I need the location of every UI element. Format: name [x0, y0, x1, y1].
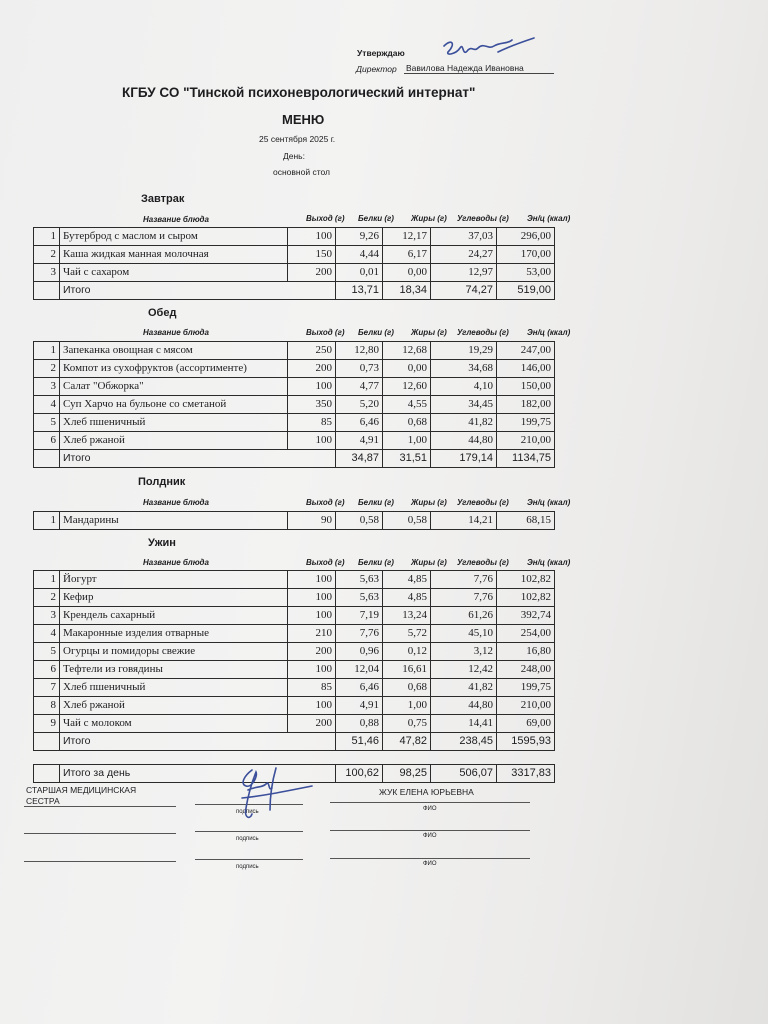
position-line	[24, 806, 176, 807]
dish-protein: 5,63	[336, 589, 383, 607]
director-name: Вавилова Надежда Ивановна	[404, 63, 554, 74]
row-number: 2	[34, 360, 60, 378]
name-line	[330, 802, 530, 803]
dish-name: Огурцы и помидоры свежие	[60, 643, 288, 661]
nurse-name: ЖУК ЕЛЕНА ЮРЬЕВНА	[379, 787, 474, 797]
col-fat-header: Жиры (г)	[411, 214, 447, 223]
dish-carbs: 7,76	[431, 571, 497, 589]
dish-carbs: 19,29	[431, 342, 497, 360]
dish-output: 100	[288, 697, 336, 715]
dish-fat: 4,85	[383, 589, 431, 607]
col-fat-header: Жиры (г)	[411, 558, 447, 567]
fio-caption: ФИО	[423, 861, 437, 867]
table-row	[34, 342, 555, 360]
day-total-energy: 3317,83	[497, 765, 555, 783]
row-number: 1	[34, 571, 60, 589]
meal-title: Полдник	[138, 476, 186, 488]
total-fat: 47,82	[383, 733, 431, 751]
total-carbs: 238,45	[431, 733, 497, 751]
dish-output: 100	[288, 607, 336, 625]
dish-energy: 16,80	[497, 643, 555, 661]
table-row	[34, 396, 555, 414]
director-label: Директор	[356, 64, 397, 74]
dish-protein: 0,73	[336, 360, 383, 378]
col-name-header: Название блюда	[143, 215, 209, 224]
dish-protein: 0,01	[336, 264, 383, 282]
fio-caption: ФИО	[423, 806, 437, 812]
table-row	[34, 512, 555, 530]
day-total-fat: 98,25	[383, 765, 431, 783]
signature-caption: подпись	[236, 809, 259, 815]
col-protein-header: Белки (г)	[358, 214, 394, 223]
row-number: 1	[34, 228, 60, 246]
dish-name: Макаронные изделия отварные	[60, 625, 288, 643]
dish-fat: 13,24	[383, 607, 431, 625]
total-row	[34, 282, 555, 300]
col-output-header: Выход (г)	[306, 214, 345, 223]
dish-fat: 1,00	[383, 697, 431, 715]
dish-carbs: 7,76	[431, 589, 497, 607]
dish-energy: 296,00	[497, 228, 555, 246]
dish-output: 100	[288, 571, 336, 589]
dish-name: Мандарины	[60, 512, 288, 530]
dish-name: Крендель сахарный	[60, 607, 288, 625]
dish-fat: 0,00	[383, 360, 431, 378]
dish-protein: 0,88	[336, 715, 383, 733]
total-fat: 18,34	[383, 282, 431, 300]
dish-output: 100	[288, 432, 336, 450]
table-row	[34, 607, 555, 625]
total-energy: 1134,75	[497, 450, 555, 468]
dish-fat: 0,12	[383, 643, 431, 661]
total-label: Итого	[60, 282, 336, 300]
table-row	[34, 264, 555, 282]
dish-fat: 0,68	[383, 679, 431, 697]
dish-fat: 6,17	[383, 246, 431, 264]
dish-carbs: 14,21	[431, 512, 497, 530]
table-row	[34, 715, 555, 733]
dish-output: 200	[288, 264, 336, 282]
name-line	[330, 830, 530, 831]
day-label: День:	[283, 151, 305, 161]
dish-fat: 0,58	[383, 512, 431, 530]
dish-protein: 6,46	[336, 414, 383, 432]
total-row	[34, 733, 555, 751]
dish-carbs: 4,10	[431, 378, 497, 396]
dish-carbs: 12,97	[431, 264, 497, 282]
col-output-header: Выход (г)	[306, 558, 345, 567]
dish-energy: 68,15	[497, 512, 555, 530]
dish-energy: 53,00	[497, 264, 555, 282]
total-protein: 13,71	[336, 282, 383, 300]
dish-protein: 5,63	[336, 571, 383, 589]
table-row	[34, 661, 555, 679]
dish-fat: 1,00	[383, 432, 431, 450]
dish-name: Чай с сахаром	[60, 264, 288, 282]
meal-title: Ужин	[148, 537, 176, 549]
col-carbs-header: Углеводы (г)	[457, 558, 509, 567]
col-output-header: Выход (г)	[306, 498, 345, 507]
dish-name: Суп Харчо на бульоне со сметаной	[60, 396, 288, 414]
nurse-label-line2: СЕСТРА	[26, 796, 60, 806]
row-number: 3	[34, 607, 60, 625]
dish-name: Кефир	[60, 589, 288, 607]
row-number: 2	[34, 589, 60, 607]
organization-name: КГБУ СО "Тинской психоневрологический интернат"	[122, 85, 476, 100]
table-row	[34, 589, 555, 607]
dish-output: 200	[288, 360, 336, 378]
dish-name: Бутерброд с маслом и сыром	[60, 228, 288, 246]
meal-title: Обед	[148, 307, 177, 319]
dish-energy: 254,00	[497, 625, 555, 643]
dish-protein: 0,58	[336, 512, 383, 530]
dish-output: 100	[288, 661, 336, 679]
dish-energy: 102,82	[497, 589, 555, 607]
dish-name: Хлеб пшеничный	[60, 679, 288, 697]
dish-protein: 7,76	[336, 625, 383, 643]
col-carbs-header: Углеводы (г)	[457, 498, 509, 507]
dish-name: Салат "Обжорка"	[60, 378, 288, 396]
table-row	[34, 414, 555, 432]
table-row	[34, 378, 555, 396]
dish-carbs: 34,68	[431, 360, 497, 378]
col-fat-header: Жиры (г)	[411, 328, 447, 337]
dish-fat: 5,72	[383, 625, 431, 643]
signature-caption: подпись	[236, 864, 259, 870]
lunch-table	[33, 341, 555, 468]
dish-name: Хлеб ржаной	[60, 432, 288, 450]
total-label: Итого	[60, 450, 336, 468]
dish-energy: 182,00	[497, 396, 555, 414]
meal-title: Завтрак	[141, 193, 185, 205]
dish-carbs: 34,45	[431, 396, 497, 414]
dish-energy: 69,00	[497, 715, 555, 733]
table-row	[34, 679, 555, 697]
dish-energy: 247,00	[497, 342, 555, 360]
snack-table	[33, 511, 555, 530]
dish-fat: 4,55	[383, 396, 431, 414]
col-fat-header: Жиры (г)	[411, 498, 447, 507]
dish-output: 100	[288, 228, 336, 246]
dish-carbs: 12,42	[431, 661, 497, 679]
menu-date: 25 сентября 2025 г.	[259, 134, 336, 144]
dish-carbs: 24,27	[431, 246, 497, 264]
row-number: 8	[34, 697, 60, 715]
name-line	[330, 858, 530, 859]
dish-protein: 9,26	[336, 228, 383, 246]
row-number: 5	[34, 414, 60, 432]
col-carbs-header: Углеводы (г)	[457, 214, 509, 223]
table-row	[34, 625, 555, 643]
dish-output: 100	[288, 378, 336, 396]
dish-energy: 146,00	[497, 360, 555, 378]
dish-energy: 170,00	[497, 246, 555, 264]
dish-protein: 4,77	[336, 378, 383, 396]
dish-protein: 5,20	[336, 396, 383, 414]
dish-carbs: 41,82	[431, 414, 497, 432]
dish-energy: 392,74	[497, 607, 555, 625]
col-energy-header: Эн/ц (ккал)	[527, 558, 571, 567]
row-number: 6	[34, 432, 60, 450]
fio-caption: ФИО	[423, 833, 437, 839]
page-title: МЕНЮ	[282, 112, 325, 127]
position-line	[24, 861, 176, 862]
dish-fat: 12,60	[383, 378, 431, 396]
dish-carbs: 45,10	[431, 625, 497, 643]
row-number: 2	[34, 246, 60, 264]
position-line	[24, 833, 176, 834]
table-row	[34, 246, 555, 264]
director-signature-icon	[438, 34, 538, 68]
table-row	[34, 571, 555, 589]
col-protein-header: Белки (г)	[358, 328, 394, 337]
col-name-header: Название блюда	[143, 558, 209, 567]
row-number: 1	[34, 342, 60, 360]
dish-carbs: 44,80	[431, 697, 497, 715]
dish-protein: 4,91	[336, 432, 383, 450]
row-number: 7	[34, 679, 60, 697]
col-protein-header: Белки (г)	[358, 498, 394, 507]
row-number: 3	[34, 264, 60, 282]
dish-name: Компот из сухофруктов (ассортименте)	[60, 360, 288, 378]
dish-fat: 0,68	[383, 414, 431, 432]
dish-carbs: 3,12	[431, 643, 497, 661]
col-carbs-header: Углеводы (г)	[457, 328, 509, 337]
col-output-header: Выход (г)	[306, 328, 345, 337]
col-name-header: Название блюда	[143, 498, 209, 507]
dish-energy: 199,75	[497, 414, 555, 432]
dish-output: 350	[288, 396, 336, 414]
dish-output: 85	[288, 414, 336, 432]
signature-line	[195, 859, 303, 860]
col-energy-header: Эн/ц (ккал)	[527, 328, 571, 337]
day-total-protein: 100,62	[336, 765, 383, 783]
dish-carbs: 14,41	[431, 715, 497, 733]
dish-protein: 12,04	[336, 661, 383, 679]
signature-line	[195, 831, 303, 832]
table-row	[34, 228, 555, 246]
total-protein: 51,46	[336, 733, 383, 751]
day-total-carbs: 506,07	[431, 765, 497, 783]
dish-output: 200	[288, 715, 336, 733]
table-row	[34, 643, 555, 661]
total-fat: 31,51	[383, 450, 431, 468]
total-carbs: 74,27	[431, 282, 497, 300]
dinner-table	[33, 570, 555, 751]
dish-fat: 12,68	[383, 342, 431, 360]
dish-energy: 102,82	[497, 571, 555, 589]
dish-protein: 6,46	[336, 679, 383, 697]
total-label: Итого	[60, 733, 336, 751]
dish-energy: 210,00	[497, 697, 555, 715]
dish-name: Чай с молоком	[60, 715, 288, 733]
table-row	[34, 432, 555, 450]
col-energy-header: Эн/ц (ккал)	[527, 498, 571, 507]
row-number: 3	[34, 378, 60, 396]
dish-carbs: 41,82	[431, 679, 497, 697]
dish-output: 100	[288, 589, 336, 607]
dish-name: Хлеб пшеничный	[60, 414, 288, 432]
dish-protein: 12,80	[336, 342, 383, 360]
dish-name: Йогурт	[60, 571, 288, 589]
dish-protein: 4,44	[336, 246, 383, 264]
row-number: 4	[34, 396, 60, 414]
approve-label: Утверждаю	[357, 48, 405, 58]
dish-fat: 0,00	[383, 264, 431, 282]
nurse-label-line1: СТАРШАЯ МЕДИЦИНСКАЯ	[26, 785, 137, 795]
dish-name: Тефтели из говядины	[60, 661, 288, 679]
dish-name: Каша жидкая манная молочная	[60, 246, 288, 264]
dish-output: 90	[288, 512, 336, 530]
total-energy: 519,00	[497, 282, 555, 300]
col-protein-header: Белки (г)	[358, 558, 394, 567]
row-number: 4	[34, 625, 60, 643]
col-name-header: Название блюда	[143, 328, 209, 337]
row-number: 5	[34, 643, 60, 661]
dish-output: 150	[288, 246, 336, 264]
dish-output: 85	[288, 679, 336, 697]
dish-carbs: 61,26	[431, 607, 497, 625]
day-total-label: Итого за день	[60, 765, 336, 783]
row-number: 6	[34, 661, 60, 679]
dish-name: Хлеб ржаной	[60, 697, 288, 715]
dish-fat: 12,17	[383, 228, 431, 246]
table-row	[34, 360, 555, 378]
nurse-signature-icon	[222, 762, 318, 824]
table-row	[34, 697, 555, 715]
dish-protein: 7,19	[336, 607, 383, 625]
dish-carbs: 44,80	[431, 432, 497, 450]
dish-fat: 0,75	[383, 715, 431, 733]
dish-output: 200	[288, 643, 336, 661]
total-row	[34, 450, 555, 468]
dish-output: 250	[288, 342, 336, 360]
dish-protein: 0,96	[336, 643, 383, 661]
dish-energy: 150,00	[497, 378, 555, 396]
dish-fat: 16,61	[383, 661, 431, 679]
total-carbs: 179,14	[431, 450, 497, 468]
dish-protein: 4,91	[336, 697, 383, 715]
dish-fat: 4,85	[383, 571, 431, 589]
dish-energy: 210,00	[497, 432, 555, 450]
dish-output: 210	[288, 625, 336, 643]
row-number: 9	[34, 715, 60, 733]
breakfast-table	[33, 227, 555, 300]
row-number: 1	[34, 512, 60, 530]
dish-carbs: 37,03	[431, 228, 497, 246]
signature-caption: подпись	[236, 836, 259, 842]
col-energy-header: Эн/ц (ккал)	[527, 214, 571, 223]
total-energy: 1595,93	[497, 733, 555, 751]
table-type: основной стол	[273, 167, 330, 177]
dish-name: Запеканка овощная с мясом	[60, 342, 288, 360]
total-protein: 34,87	[336, 450, 383, 468]
dish-energy: 199,75	[497, 679, 555, 697]
dish-energy: 248,00	[497, 661, 555, 679]
